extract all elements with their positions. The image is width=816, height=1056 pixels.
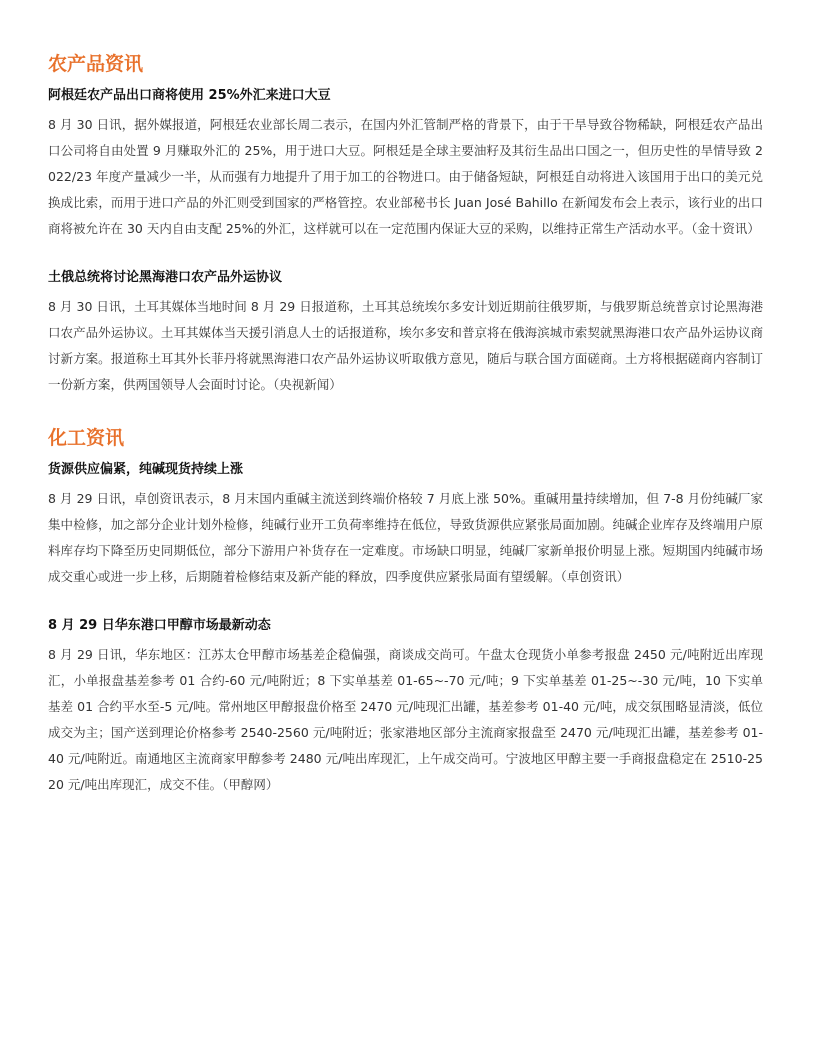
section-title: 农产品资讯: [48, 53, 144, 75]
article-body: 8 月 30 日讯，据外媒报道，阿根廷农业部长周二表示，在国内外汇管制严格的背景下，由于干旱导致谷物稀缺，阿根廷农产品出口公司将自由处置 9 月赚取外汇的 25%，用于进口大豆。阿根廷是全球主要油籽及其衍生品出口国之一，但历史性的旱情导致 2022/23 年度产量减少一半，从而强有力地提升了用于加工的谷物进口。由于储备短缺，阿根廷自动将进入该国用于出口的美元兑换成比索，而用于进口产品的外汇则受到国家的严格管控。农业部秘书长 Juan José Bahillo 在新闻发布会上表示，该行业的出口商将被允许在 30 天内自由支配 25%的外汇，这样就可以在一定范围内保证大豆的采购，以维持正常生产活动水平。（金十资讯）: [48, 117, 763, 236]
document-page: [48, 50, 763, 824]
article-title: 货源供应偏紧，纯碱现货持续上涨: [48, 462, 244, 477]
section-chemical: [48, 424, 763, 798]
article: [48, 86, 763, 242]
article-title: 阿根廷农产品出口商将使用 25%外汇来进口大豆: [48, 88, 331, 103]
article-title: 8 月 29 日华东港口甲醇市场最新动态: [48, 618, 271, 633]
section-agriculture: [48, 50, 763, 398]
article: [48, 460, 763, 590]
article-body: 8 月 29 日讯，卓创资讯表示，8 月末国内重碱主流送到终端价格较 7 月底上涨 50%。重碱用量持续增加，但 7-8 月份纯碱厂家集中检修，加之部分企业计划外检修，纯碱行业开工负荷率维持在低位，导致货源供应紧张局面加剧。纯碱企业库存及终端用户原料库存均下降至历史同期低位，部分下游用户补货存在一定难度。市场缺口明显，纯碱厂家新单报价明显上涨。短期国内纯碱市场成交重心或进一步上移，后期随着检修结束及新产能的释放，四季度供应紧张局面有望缓解。（卓创资讯）: [48, 491, 763, 584]
section-title: 化工资讯: [48, 427, 125, 449]
article-body: 8 月 29 日讯，华东地区：江苏太仓甲醇市场基差企稳偏强，商谈成交尚可。午盘太仓现货小单参考报盘 2450 元/吨附近出库现汇，小单报盘基差参考 01 合约-60 元/吨附近；8 下实单基差 01-65~-70 元/吨；9 下实单基差 01-25~-30 元/吨，10 下实单基差 01 合约平水至-5 元/吨。常州地区甲醇报盘价格至 2470 元/吨现汇出罐，基差参考 01-40 元/吨，成交氛围略显清淡，低位成交为主；国产送到理论价格参考 2540-2560 元/吨附近；张家港地区部分主流商家报盘至 2470 元/吨现汇出罐，基差参考 01-40 元/吨附近。南通地区主流商家甲醇参考 2480 元/吨出库现汇，上午成交尚可。宁波地区甲醇主要一手商报盘稳定在 2510-2520 元/吨出库现汇，成交不佳。（甲醇网）: [48, 647, 763, 792]
article: [48, 268, 763, 398]
article-body: 8 月 30 日讯，土耳其媒体当地时间 8 月 29 日报道称，土耳其总统埃尔多安计划近期前往俄罗斯，与俄罗斯总统普京讨论黑海港口农产品外运协议。土耳其媒体当天援引消息人士的话报道称，埃尔多安和普京将在俄海滨城市索契就黑海港口农产品外运协议商讨新方案。报道称土耳其外长菲丹将就黑海港口农产品外运协议听取俄方意见，随后与联合国方面磋商。土方将根据磋商内容制订一份新方案，供两国领导人会面时讨论。（央视新闻）: [48, 299, 763, 392]
article-title: 土俄总统将讨论黑海港口农产品外运协议: [48, 270, 283, 285]
article: [48, 616, 763, 798]
